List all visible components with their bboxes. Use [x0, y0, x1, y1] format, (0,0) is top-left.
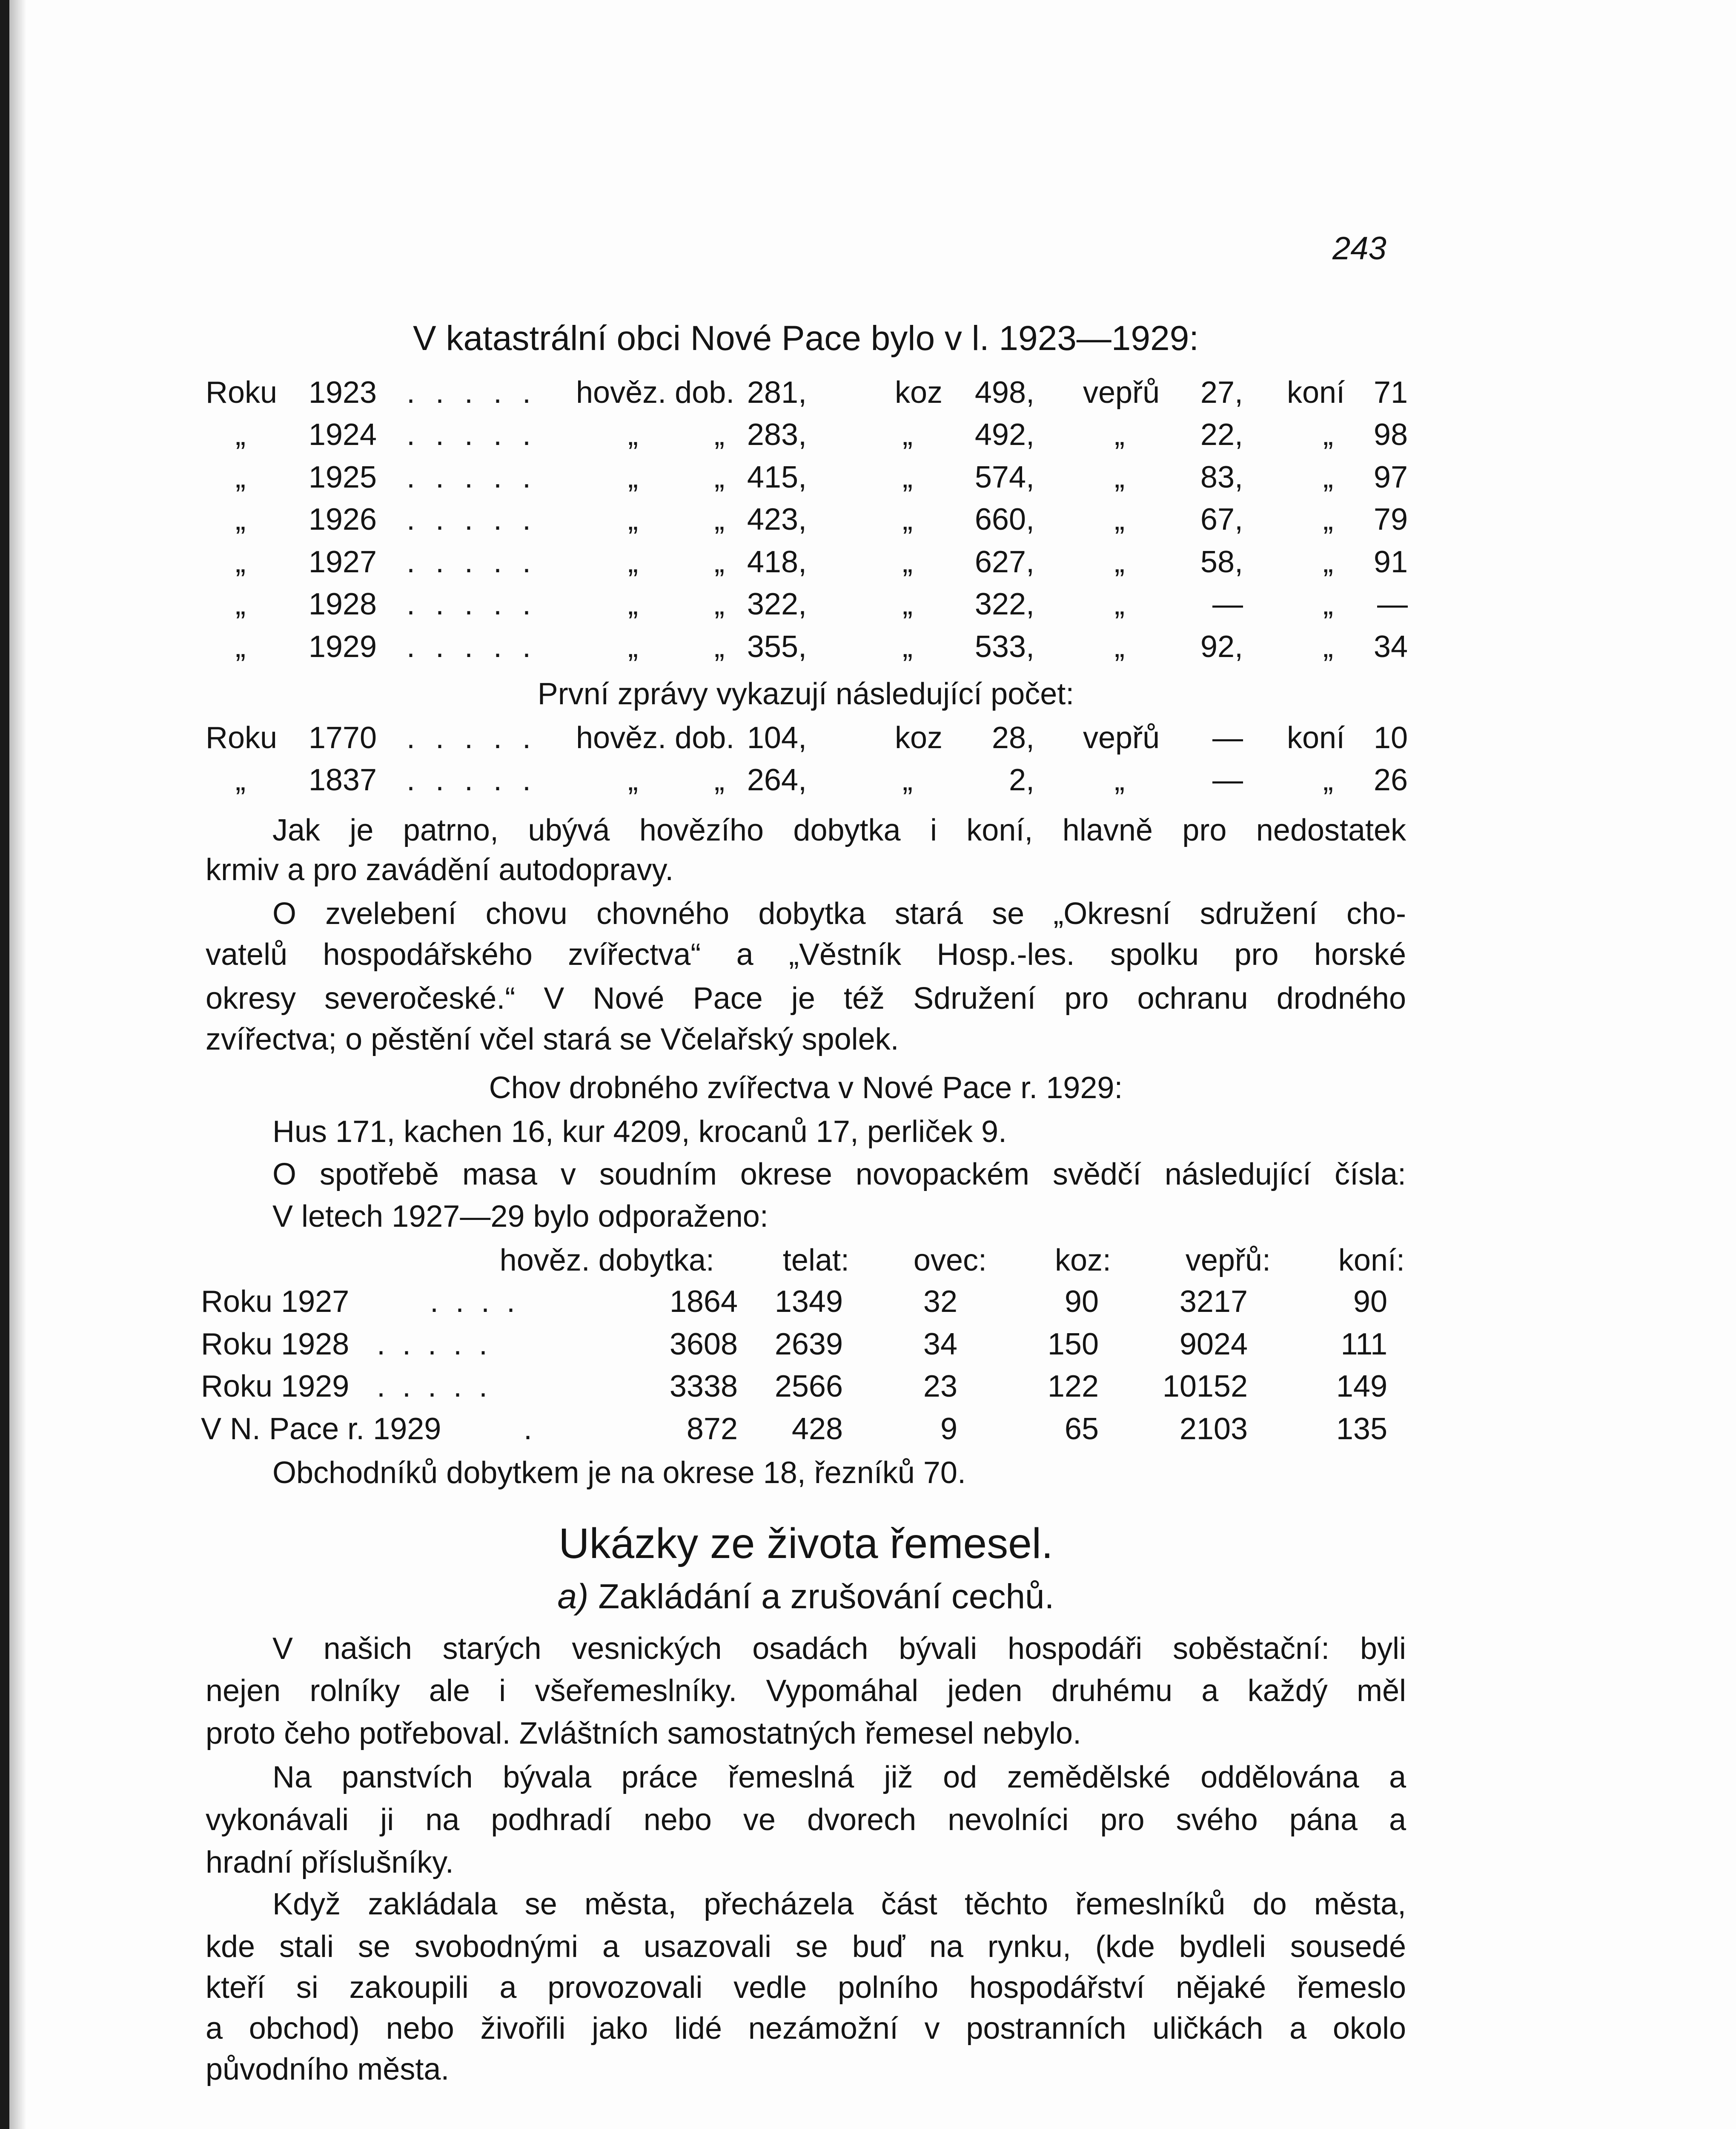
goat-label: koz	[895, 721, 943, 755]
paragraph-3-line: V našich starých vesnických osadách bývali hospodáři soběstační: byli	[272, 1632, 1406, 1666]
cattle-ditto: „	[628, 502, 638, 537]
section-title: Ukázky ze života řemesel.	[559, 1520, 1053, 1567]
leader-dots: . . . . .	[377, 1369, 492, 1403]
cattle-value: 281,	[747, 376, 807, 410]
horse-label: „	[1323, 587, 1333, 621]
pig-value: —	[1212, 721, 1243, 755]
horse-value: 79	[1373, 502, 1408, 537]
leader-dots: . . . . .	[407, 721, 537, 755]
paragraph-4-line: Na panstvích bývala práce řemeslná již od zemědělské oddělována a	[272, 1760, 1406, 1794]
scan-edge	[0, 0, 9, 2129]
row-label: Roku 1927	[201, 1285, 349, 1319]
row-year: 1928	[308, 587, 377, 621]
paragraph-1-line: Jak je patrno, ubývá hovězího dobytka i koní, hlavně pro nedostatek	[272, 813, 1406, 847]
horse-value: 98	[1373, 418, 1408, 452]
pig-label: vepřů	[1083, 721, 1160, 755]
row-year: 1929	[308, 630, 377, 664]
leader-dots: . . . . .	[407, 630, 537, 664]
cattle-label: hověz. dob.	[576, 376, 735, 410]
horse-label: koní	[1287, 721, 1345, 755]
goat-label: „	[902, 545, 913, 579]
table-value: 149	[1336, 1369, 1387, 1403]
cattle-value: 283,	[747, 418, 807, 452]
column-header: hověz. dobytka:	[499, 1243, 714, 1277]
goat-label: „	[902, 630, 913, 664]
horse-label: koní	[1287, 376, 1345, 410]
cattle-value: 355,	[747, 630, 807, 664]
cattle-ditto: „	[628, 418, 638, 452]
leader-dots: . . . . .	[407, 763, 537, 797]
cattle-ditto: „	[714, 502, 725, 537]
table-value: 9024	[1179, 1327, 1248, 1361]
row-year: 1770	[308, 721, 377, 755]
pig-label: „	[1114, 587, 1125, 621]
paragraph-3-line: nejen rolníky ale i všeřemeslníky. Vypomáhal jeden druhému a každý měl	[206, 1674, 1406, 1708]
table-value: 1349	[774, 1285, 843, 1319]
paragraph-2-line: O zvelebení chovu chovného dobytka stará se „Okresní sdružení cho-	[272, 897, 1406, 931]
cattle-value: 423,	[747, 502, 807, 537]
goat-value: 492,	[974, 418, 1034, 452]
horse-label: „	[1323, 460, 1333, 494]
column-header: telat:	[782, 1243, 849, 1277]
cattle-label: hověz. dob.	[576, 721, 735, 755]
goat-label: „	[902, 460, 913, 494]
goat-value: 498,	[974, 376, 1034, 410]
row-label: „	[235, 418, 246, 452]
subsection-prefix: a)	[557, 1577, 589, 1616]
table-value: 34	[923, 1327, 957, 1361]
row-year: 1837	[308, 763, 377, 797]
horse-value: 97	[1373, 460, 1408, 494]
subsection-title	[206, 1578, 1406, 1616]
row-label: Roku	[206, 721, 278, 755]
paragraph-4-line: hradní příslušníky.	[206, 1845, 454, 1879]
pig-value: 67,	[1200, 502, 1243, 537]
pig-value: —	[1212, 587, 1243, 621]
paragraph-5-line: kde stali se svobodnými a usazovali se buď na rynku, (kde bydleli sousedé	[206, 1930, 1406, 1964]
leader-dots: . . . . .	[407, 587, 537, 621]
pig-label: „	[1114, 418, 1125, 452]
row-label: Roku 1928	[201, 1327, 349, 1361]
meat-intro: O spotřebě masa v soudním okrese novopackém svědčí následující čísla:	[272, 1157, 1406, 1191]
row-year: 1926	[308, 502, 377, 537]
cattle-value: 415,	[747, 460, 807, 494]
paragraph-2-line: zvířectva; o pěstění včel stará se Včelařský spolek.	[206, 1022, 899, 1056]
table-value: 150	[1047, 1327, 1099, 1361]
small-animals-title: Chov drobného zvířectva v Nové Pace r. 1929:	[489, 1071, 1123, 1105]
table-value: 9	[940, 1412, 957, 1446]
cattle-ditto: „	[714, 418, 725, 452]
paragraph-2-line: okresy severočeské.“ V Nové Pace je též Sdružení pro ochranu drodného	[206, 981, 1406, 1016]
cattle-ditto: „	[714, 545, 725, 579]
table-value: 90	[1353, 1285, 1387, 1319]
goat-value: 574,	[974, 460, 1034, 494]
pig-value: 92,	[1200, 630, 1243, 664]
cattle-ditto: „	[628, 460, 638, 494]
leader-dots: .	[524, 1412, 537, 1446]
horse-label: „	[1323, 763, 1333, 797]
paragraph-5-line: kteří si zakoupili a provozovali vedle polního hospodářství nějaké řemeslo	[206, 1971, 1406, 2005]
goat-label: koz	[895, 376, 943, 410]
row-year: 1927	[308, 545, 377, 579]
page-number: 243	[1332, 230, 1387, 267]
row-label: „	[235, 545, 246, 579]
small-animals-counts: Hus 171, kachen 16, kur 4209, krocanů 17, perliček 9.	[272, 1115, 1007, 1149]
table-value: 32	[923, 1285, 957, 1319]
pig-label: „	[1114, 502, 1125, 537]
horse-value: 26	[1373, 763, 1408, 797]
column-header: koní:	[1338, 1243, 1405, 1277]
cattle-ditto: „	[714, 460, 725, 494]
subsection-text: Zakládání a zrušování cechů.	[598, 1577, 1054, 1616]
scan-shadow	[9, 0, 26, 2129]
horse-label: „	[1323, 418, 1333, 452]
table-value: 65	[1064, 1412, 1099, 1446]
goat-value: 322,	[974, 587, 1034, 621]
table-value: 2566	[774, 1369, 843, 1403]
table2-footer: Obchodníků dobytkem je na okrese 18, řezníků 70.	[272, 1456, 966, 1490]
pig-label: „	[1114, 630, 1125, 664]
row-label: „	[235, 630, 246, 664]
table-value: 428	[791, 1412, 843, 1446]
row-year: 1924	[308, 418, 377, 452]
goat-label: „	[902, 763, 913, 797]
row-label: Roku 1929	[201, 1369, 349, 1403]
table-value: 3608	[669, 1327, 738, 1361]
goat-label: „	[902, 502, 913, 537]
goat-value: 660,	[974, 502, 1034, 537]
leader-dots: . . . . .	[407, 376, 537, 410]
pig-label: „	[1114, 545, 1125, 579]
table-value: 111	[1341, 1327, 1387, 1361]
horse-value: —	[1377, 587, 1408, 621]
cattle-ditto: „	[714, 630, 725, 664]
table-value: 3217	[1179, 1285, 1248, 1319]
column-header: vepřů:	[1185, 1243, 1271, 1277]
pig-value: 83,	[1200, 460, 1243, 494]
table-value: 872	[686, 1412, 738, 1446]
leader-dots: . . . . .	[407, 460, 537, 494]
table-value: 10152	[1162, 1369, 1248, 1403]
cattle-ditto: „	[628, 763, 638, 797]
column-header: koz:	[1054, 1243, 1111, 1277]
table-value: 90	[1064, 1285, 1099, 1319]
table-value: 135	[1336, 1412, 1387, 1446]
goat-value: 533,	[974, 630, 1034, 664]
goat-label: „	[902, 587, 913, 621]
table-value: 122	[1047, 1369, 1099, 1403]
pig-value: 27,	[1200, 376, 1243, 410]
leader-dots: . . . . .	[407, 502, 537, 537]
paragraph-3-line: proto čeho potřeboval. Zvláštních samostatných řemesel nebylo.	[206, 1716, 1082, 1750]
row-label: „	[235, 587, 246, 621]
leader-dots: . . . .	[430, 1285, 520, 1319]
row-label: V N. Pace r. 1929	[201, 1412, 441, 1446]
row-year: 1923	[308, 376, 377, 410]
cattle-value: 264,	[747, 763, 807, 797]
row-year: 1925	[308, 460, 377, 494]
cattle-ditto: „	[628, 545, 638, 579]
goat-value: 28,	[991, 721, 1034, 755]
horse-value: 10	[1373, 721, 1408, 755]
paragraph-5-line: a obchod) nebo živořili jako lidé nezámožní v postranních uličkách a okolo	[206, 2011, 1406, 2046]
row-label: „	[235, 502, 246, 537]
pig-label: „	[1114, 763, 1125, 797]
cattle-value: 418,	[747, 545, 807, 579]
leader-dots: . . . . .	[377, 1327, 492, 1361]
table-value: 1864	[669, 1285, 738, 1319]
paragraph-2-line: vatelů hospodářského zvířectva“ a „Věstník Hosp.-les. spolku pro horské	[206, 938, 1406, 972]
horse-label: „	[1323, 545, 1333, 579]
horse-value: 34	[1373, 630, 1408, 664]
table-value: 2103	[1179, 1412, 1248, 1446]
table1-title: V katastrální obci Nové Pace bylo v l. 1923—1929:	[413, 319, 1199, 358]
horse-label: „	[1323, 630, 1333, 664]
leader-dots: . . . . .	[407, 418, 537, 452]
cattle-ditto: „	[628, 630, 638, 664]
meat-intro-2: V letech 1927—29 bylo odporaženo:	[272, 1199, 768, 1234]
leader-dots: . . . . .	[407, 545, 537, 579]
horse-value: 71	[1373, 376, 1408, 410]
paragraph-1-line: krmiv a pro zavádění autodopravy.	[206, 853, 674, 887]
table-value: 23	[923, 1369, 957, 1403]
row-label: Roku	[206, 376, 278, 410]
goat-value: 2,	[1008, 763, 1034, 797]
paragraph-5-line: Když zakládala se města, přecházela část těchto řemeslníků do města,	[272, 1887, 1406, 1921]
table-value: 3338	[669, 1369, 738, 1403]
goat-label: „	[902, 418, 913, 452]
cattle-ditto: „	[714, 763, 725, 797]
table-value: 2639	[774, 1327, 843, 1361]
row-label: „	[235, 763, 246, 797]
pig-label: vepřů	[1083, 376, 1160, 410]
paragraph-5-line: původního města.	[206, 2052, 450, 2086]
pig-value: 22,	[1200, 418, 1243, 452]
column-header: ovec:	[913, 1243, 987, 1277]
horse-value: 91	[1373, 545, 1408, 579]
cattle-ditto: „	[628, 587, 638, 621]
table1-subtitle: První zprávy vykazují následující počet:	[537, 677, 1074, 711]
cattle-value: 104,	[747, 721, 807, 755]
cattle-ditto: „	[714, 587, 725, 621]
cattle-value: 322,	[747, 587, 807, 621]
goat-value: 627,	[974, 545, 1034, 579]
pig-value: —	[1212, 763, 1243, 797]
paragraph-4-line: vykonávali ji na podhradí nebo ve dvorech nevolníci pro svého pána a	[206, 1803, 1406, 1837]
row-label: „	[235, 460, 246, 494]
pig-value: 58,	[1200, 545, 1243, 579]
pig-label: „	[1114, 460, 1125, 494]
horse-label: „	[1323, 502, 1333, 537]
